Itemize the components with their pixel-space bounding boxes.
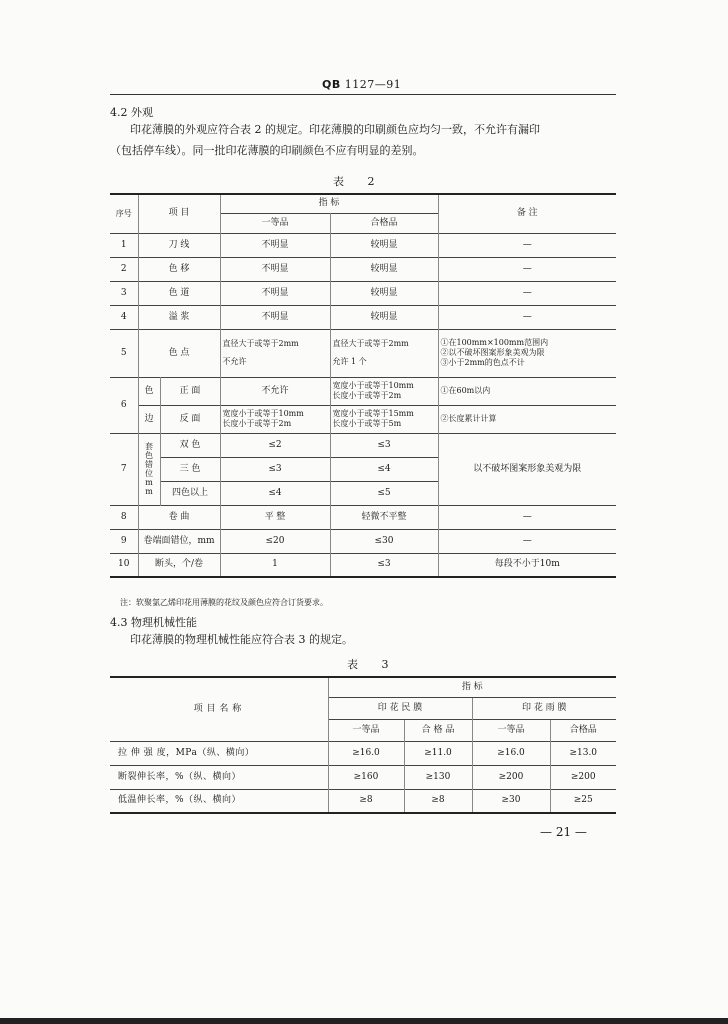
t3-head-g1: 一等品	[328, 719, 404, 741]
cell: ≥160	[328, 765, 404, 789]
cell-line: ①在100mm×100mm范围内	[440, 338, 549, 347]
cell-line: ②以不破坏图案形象美观为限	[440, 348, 545, 357]
cell: —	[438, 257, 616, 281]
cell: ≤3	[330, 433, 438, 457]
cell: 溢 浆	[138, 305, 220, 329]
cell: 5	[110, 329, 138, 377]
table-row	[110, 329, 616, 377]
table-3-caption: 表 3	[347, 658, 399, 671]
cell: 色 道	[138, 281, 220, 305]
cell: ≥25	[550, 789, 616, 813]
table-row	[110, 765, 616, 789]
cell: ≥16.0	[328, 741, 404, 765]
cell: 色	[138, 377, 160, 405]
cell: ≥30	[472, 789, 550, 813]
table-row	[110, 529, 616, 553]
cell: ≤20	[220, 529, 330, 553]
cell: 1	[110, 233, 138, 257]
t3-head-indicator: 指 标	[328, 677, 616, 697]
cell: 卷 曲	[138, 505, 220, 529]
cell	[220, 329, 330, 377]
cell: 不明显	[220, 281, 330, 305]
cell-line: 宽度小于或等于10mm	[332, 381, 414, 390]
t2-head-grade1: 一等品	[220, 213, 330, 233]
table-2-caption: 表 2	[333, 175, 385, 188]
t2-head-item: 项 目	[138, 194, 220, 233]
cell: 不允许	[220, 377, 330, 405]
cell-line: 直径大于或等于2mm	[222, 339, 299, 348]
table-row	[110, 405, 616, 433]
cell: ≤3	[330, 553, 438, 577]
t3-head-g3: 一等品	[472, 719, 550, 741]
cell: 10	[110, 553, 138, 577]
cell: 断头，个/卷	[138, 553, 220, 577]
table-row	[110, 257, 616, 281]
cell: 边	[138, 405, 160, 433]
cell: 断裂伸长率，%（纵、横向）	[110, 765, 328, 789]
cell: —	[438, 505, 616, 529]
table-row	[110, 281, 616, 305]
section-4-2-title: 4.2 外观	[110, 106, 153, 119]
t2-head-indicator: 指 标	[220, 194, 438, 213]
cell: ≥130	[404, 765, 472, 789]
cell-line: 直径大于或等于2mm	[332, 339, 409, 348]
t3-head-civil: 印 花 民 膜	[328, 697, 472, 719]
cell: ≥11.0	[404, 741, 472, 765]
cell: 2	[110, 257, 138, 281]
cell: 轻微不平整	[330, 505, 438, 529]
cell-line: 不允许	[222, 357, 247, 366]
cell-line: 长度小于或等于2m	[332, 391, 402, 400]
cell: 刀 线	[138, 233, 220, 257]
table-row	[110, 553, 616, 577]
cell: 套色错位mm	[138, 433, 160, 505]
cell: ≤4	[220, 481, 330, 505]
cell-line: 长度小于或等于2m	[222, 419, 292, 428]
cell	[330, 405, 438, 433]
cell: 3	[110, 281, 138, 305]
t2-head-grade2: 合格品	[330, 213, 438, 233]
cell: ≥16.0	[472, 741, 550, 765]
cell-line: ③小于2mm的色点不计	[440, 358, 525, 367]
table-row	[110, 433, 616, 457]
scan-edge	[0, 1018, 728, 1024]
t3-head-g4: 合格品	[550, 719, 616, 741]
cell: ≤2	[220, 433, 330, 457]
cell: ≥8	[328, 789, 404, 813]
cell: 较明显	[330, 257, 438, 281]
cell: 拉 伸 强 度，MPa（纵、横向）	[110, 741, 328, 765]
cell: 双 色	[160, 433, 220, 457]
t2-head-no: 序号	[110, 194, 138, 233]
cell: 较明显	[330, 233, 438, 257]
cell: 6	[110, 377, 138, 433]
cell: ≥13.0	[550, 741, 616, 765]
t3-head-item: 项 目 名 称	[110, 677, 328, 741]
cell: 1	[220, 553, 330, 577]
cell: ②长度累计计算	[438, 405, 616, 433]
section-4-2-para-2: （包括停车线）。同一批印花薄膜的印刷颜色不应有明显的差别。	[110, 144, 424, 157]
section-4-2-para-1: 印花薄膜的外观应符合表 2 的规定。印花薄膜的印刷颜色应均匀一致，不允许有漏印	[130, 123, 540, 136]
cell: ①在60m以内	[438, 377, 616, 405]
cell-line: 长度小于或等于5m	[332, 419, 402, 428]
cell	[330, 329, 438, 377]
cell-line: 允许 1 个	[332, 357, 367, 366]
t3-head-rain: 印 花 雨 膜	[472, 697, 616, 719]
cell: 7	[110, 433, 138, 505]
cell: ≥200	[472, 765, 550, 789]
cell: ≥8	[404, 789, 472, 813]
cell: 9	[110, 529, 138, 553]
section-4-3-title: 4.3 物理机械性能	[110, 616, 197, 629]
table-row	[110, 233, 616, 257]
table-row	[110, 505, 616, 529]
cell: 较明显	[330, 305, 438, 329]
cell: 平 整	[220, 505, 330, 529]
cell-line: 宽度小于或等于15mm	[332, 409, 414, 418]
cell: 三 色	[160, 457, 220, 481]
cell: 卷端面错位，mm	[138, 529, 220, 553]
cell	[330, 377, 438, 405]
cell: —	[438, 281, 616, 305]
table-2	[110, 193, 616, 578]
cell: ≤4	[330, 457, 438, 481]
table-row	[110, 741, 616, 765]
cell: ≤30	[330, 529, 438, 553]
cell: 4	[110, 305, 138, 329]
cell: ≥200	[550, 765, 616, 789]
cell: ≤5	[330, 481, 438, 505]
cell: 色 移	[138, 257, 220, 281]
cell: 反 面	[160, 405, 220, 433]
cell	[220, 405, 330, 433]
t3-head-g2: 合 格 品	[404, 719, 472, 741]
table-3	[110, 676, 616, 814]
table-row	[110, 377, 616, 405]
cell: 低温伸长率，%（纵、横向）	[110, 789, 328, 813]
cell-line: 宽度小于或等于10mm	[222, 409, 304, 418]
cell: ≤3	[220, 457, 330, 481]
cell: 色 点	[138, 329, 220, 377]
cell: 正 面	[160, 377, 220, 405]
standard-header: QB 1127—91	[322, 78, 402, 91]
t2-head-remark: 备 注	[438, 194, 616, 233]
table-row	[110, 305, 616, 329]
cell: 8	[110, 505, 138, 529]
header-rule	[110, 94, 616, 95]
cell: 不明显	[220, 305, 330, 329]
table-2-note: 注：软聚氯乙烯印花用薄膜的花纹及颜色应符合订货要求。	[120, 598, 328, 607]
cell: 较明显	[330, 281, 438, 305]
section-4-3-para: 印花薄膜的物理机械性能应符合表 3 的规定。	[130, 633, 353, 646]
cell: 每段不小于10m	[438, 553, 616, 577]
page-number: — 21 —	[540, 825, 587, 839]
cell: —	[438, 529, 616, 553]
cell	[438, 329, 616, 377]
cell: —	[438, 305, 616, 329]
cell: 以不破坏图案形象美观为限	[438, 433, 616, 505]
cell: 不明显	[220, 257, 330, 281]
cell: 四色以上	[160, 481, 220, 505]
cell: 不明显	[220, 233, 330, 257]
cell: —	[438, 233, 616, 257]
table-row	[110, 789, 616, 813]
